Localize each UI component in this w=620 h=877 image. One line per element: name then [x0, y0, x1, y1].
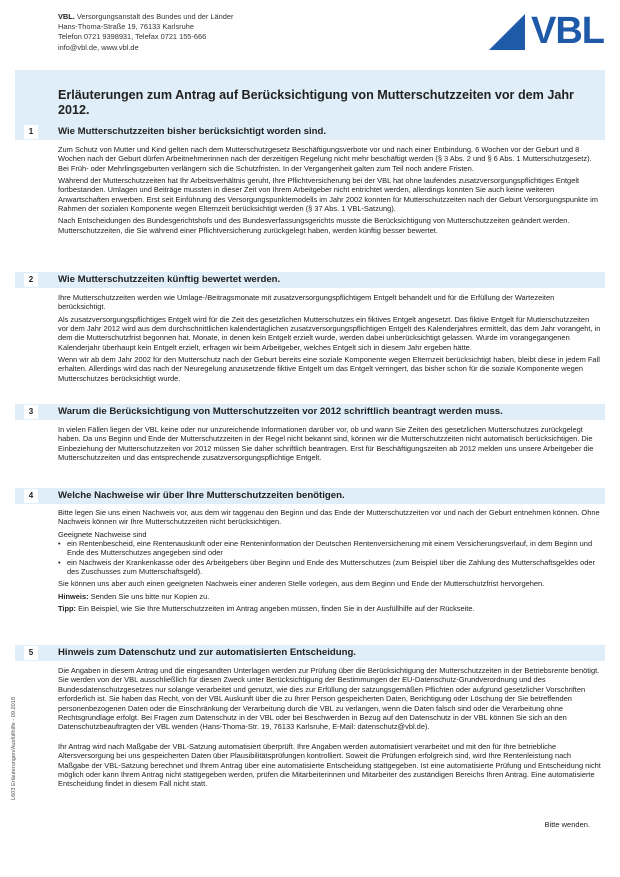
section-4-number: 4 — [24, 489, 38, 503]
section-5-heading: Hinweis zum Datenschutz und zur automatisierten Entscheidung. — [58, 647, 356, 658]
letterhead — [58, 12, 233, 53]
section-3-number: 3 — [24, 405, 38, 419]
list-item: • ein Rentenbescheid, eine Rentenauskunft oder eine Renteninformation der Deutschen Rentenversicherung mit einem Versicherungsverlauf, in dem Beginn und Ende des Mutterschutzes angegeben sind oder — [58, 539, 593, 558]
bullet-icon: • — [58, 539, 61, 549]
paragraph: Während der Mutterschutzzeiten hat Ihr Arbeitsverhältnis geruht, Ihre Pflichtversicherung bei der VBL hat ohne laufendes zusatzversorgungspflichtiges Entgelt fortbestanden. Umlagen und Beiträge mussten in dieser Zeit von Ihrem Arbeitgeber nicht entrichtet werden, allerdings konnten Sie auch keine weiteren Anwartschaften erwerben. Erst seit Einführung des Versorgungspunktemodells im Jahr 2002 konnten für Mutterschutzzeiten nach der Geburt Versorgungspunkte im Rahmen der sozialen Komponente wegen Elternzeit berücksichtigt werden (§ 37 Abs. 1 VBL-Satzung). — [58, 176, 598, 214]
section-1-body — [58, 145, 601, 238]
paragraph: In vielen Fällen liegen der VBL keine oder nur unzureichende Informationen darüber vor, ob und wann Sie Zeiten des gesetzlichen Mutterschutzes zurückgelegt haben. Da uns Beginn und Ende der Mutterschutzzeiten in der Regel nicht bekannt sind, können wir die Mutterschutzzeiten nicht automatisch berücksichtigen. Die Einbeziehung der Mutterschutzzeiten vor 2012 müssen Sie daher schriftlich beantragen. Erst für Beschäftigungszeiten ab 2012 melden uns unsere Arbeitgeber die Mutterschutzzeiten und das entsprechende zusatzversorgungspflichtige Entgelt. — [58, 425, 594, 463]
section-3-heading: Warum die Berücksichtigung von Mutterschutzzeiten vor 2012 schriftlich beantragt werden muss. — [58, 406, 503, 417]
tip: Tipp: Ein Beispiel, wie Sie Ihre Mutterschutzzeiten im Antrag angeben müssen, finden Sie in der Ausfüllhilfe auf der Rückseite. — [58, 603, 475, 613]
section-5-number: 5 — [24, 646, 38, 660]
paragraph: Sie können uns aber auch einen geeigneten Nachweis einer anderen Stelle vorlegen, aus dem Beginn und Ende der Mutterschutzfrist hervorgehen. — [58, 579, 545, 589]
paragraph: Ihr Antrag wird nach Maßgabe der VBL-Satzung automatisiert überprüft. Ihre Angaben werden automatisiert verarbeitet und mit den für Ihre betriebliche Altersversorgung bei uns gespeicherten Daten über Plausibilitätsprüfungen kontrolliert. Soweit die Prüfungen erfolgreich sind, wird Ihre Rentenleistung nach Maßgabe der VBL-Satzung berechnet und Ihrem Antrag über eine automatisierte Entscheidung stattgegeben. Ist eine automatisierte Prüfung und Entscheidung nicht möglich oder kann Ihrem Antrag nicht stattgegeben werden, prüfen die Mitarbeiterinnen und Mitarbeiter des zuständigen Bereichs Ihren Antrag. Eine automatisierte Entscheidung findet in diesem Fall nicht statt. — [58, 741, 601, 789]
hint: Hinweis: Senden Sie uns bitte nur Kopien zu. — [58, 591, 210, 601]
section-2-heading: Wie Mutterschutzzeiten künftig bewertet werden. — [58, 274, 281, 285]
section-2-number: 2 — [24, 273, 38, 287]
paragraph: Die Angaben in diesem Antrag und die eingesandten Unterlagen werden zur Prüfung über die Berücksichtigung der Mutterschutzzeiten in der Betriebsrente benötigt. Sie werden von der VBL ausschließlich für diesen Zweck unter Berücksichtigung der Bestimmungen der EU-Datenschutz-Grundverordnung und des Bundesdatenschutzgesetzes nur solange verarbeitet und genutzt, wie dies zur Erfüllung der satzungsgemäßen Pflichten oder aufgrund gesetzlicher Vorschriften erforderlich ist. Sie haben das Recht, von der VBL Auskunft über die zu Ihrer Person gespeicherten Daten, Berichtigung oder Löschung der Sie betreffenden personenbezogenen Daten oder die Einschränkung der Verarbeitung durch die VBL zu verlangen, wenn die Daten falsch sind oder die Verarbeitung ohne Rechtsgrundlage erfolgt. Bei Fragen zum Datenschutz in der VBL oder bei Beschwerden in Bezug auf den Datenschutz in der VBL können Sie sich an den Datenschutzbeauftragten der VBL wenden (Hans-Thoma-Str. 19, 76133 Karlsruhe, E-Mail: datenschutz@vbl.de). — [58, 666, 600, 732]
please-turn-over: Bitte wenden. — [544, 820, 590, 829]
org-address: Hans-Thoma-Straße 19, 76133 Karlsruhe — [58, 22, 194, 32]
org-phone: Telefon 0721 9398931, Telefax 0721 155-666 — [58, 32, 207, 42]
paragraph: Zum Schutz von Mutter und Kind gelten nach dem Mutterschutzgesetz Beschäftigungsverbote vor und nach einer Entbindung. 6 Wochen vor der Geburt und 8 Wochen nach der Geburt dürfen Arbeitnehmerinnen nach der derzeitigen Regelung nicht mehr beschäftigt werden (§ 3 Abs. 2 und § 6 Abs. 1 Mutterschutzgesetz). Bei Früh- oder Mehrlingsgeburten verlängern sich die Schutzfristen. In der Vergangenheit galten zum Teil noch andere Fristen. — [58, 145, 592, 173]
section-4-body — [58, 508, 601, 616]
org-short: VBL. — [58, 12, 75, 21]
org-name: Versorgungsanstalt des Bundes und der Länder — [74, 12, 234, 21]
list-title: Geeignete Nachweise sind — [58, 529, 147, 539]
page-title: Erläuterungen zum Antrag auf Berücksichtigung von Mutterschutzzeiten vor dem Jahr 2012. — [58, 88, 574, 117]
section-5-body — [58, 666, 601, 792]
section-2-body — [58, 293, 601, 386]
form-reference: L603 Erläuterungen/Ausfüllhilfe - 09.2018 — [11, 697, 17, 800]
list-item: • ein Nachweis der Krankenkasse oder des Arbeitgebers über Beginn und Ende des Mutterschutzes (zum Beispiel über die Zahlung des Mutterschaftsgeldes oder des Zuschusses zum Mutterschaftsgeld). — [58, 557, 595, 577]
section-4-heading: Welche Nachweise wir über Ihre Mutterschutzzeiten benötigen. — [58, 490, 345, 501]
paragraph: Bitte legen Sie uns einen Nachweis vor, aus dem wir taggenau den Beginn und das Ende der Mutterschutzzeiten vor und nach der Geburt entnehmen können. Ohne Nachweis können wir Ihre Mutterschutzzeiten nicht berücksichtigen. — [58, 508, 600, 527]
section-1-heading: Wie Mutterschutzzeiten bisher berücksichtigt worden sind. — [58, 126, 327, 137]
bullet-icon: • — [58, 557, 61, 567]
vbl-logo-text: VBL — [531, 10, 604, 52]
section-3-body — [58, 425, 601, 465]
paragraph: Als zusatzversorgungspflichtiges Entgelt wird für die Zeit des gesetzlichen Mutterschutzes ein fiktives Entgelt angesetzt. Das fiktive Entgelt für Mutterschutzzeiten vor dem Jahr 2012 wird aus dem durchschnittlichen kalendertäglichen zusatzversorgungspflichtigen Entgelt des Kalenderjahres ermittelt, das dem Jahr vorangeht, in dem die Mutterschutzfrist begonnen hat. Monate, in denen kein Entgelt erzielt wurde, werden dabei unberücksichtigt gelassen. Wurde im vorangegangenen Kalenderjahr überhaupt kein Entgelt erzielt, erfragen wir beim Arbeitgeber, welches Entgelt sich in diesem Jahr ergeben hätte. — [58, 314, 601, 352]
section-1-number: 1 — [24, 125, 38, 139]
paragraph: Ihre Mutterschutzzeiten werden wie Umlage-/Beitragsmonate mit zusatzversorgungspflichtigem Entgelt behandelt und für die Erfüllung der Wartezeiten berücksichtigt. — [58, 293, 555, 312]
paragraph: Nach Entscheidungen des Bundesgerichtshofs und des Bundesverfassungsgerichts musste die Berücksichtigung von Mutterschutzzeiten geändert werden. Mutterschutzzeiten, die Sie während einer Pflichtversicherung zurückgelegt haben, werden künftig besser bewertet. — [58, 216, 570, 235]
org-contact: info@vbl.de, www.vbl.de — [58, 42, 139, 52]
paragraph: Wenn wir ab dem Jahr 2002 für den Mutterschutz nach der Geburt bereits eine soziale Komponente wegen Elternzeit berücksichtigt haben, bleibt diese in jedem Fall erhalten. Allerdings wird das nach der Neuregelung anzusetzende fiktive Entgelt um das Entgelt verringert, das bisher schon für die soziale Komponente wegen Mutterschutzes berücksichtigt wurde. — [58, 355, 600, 383]
